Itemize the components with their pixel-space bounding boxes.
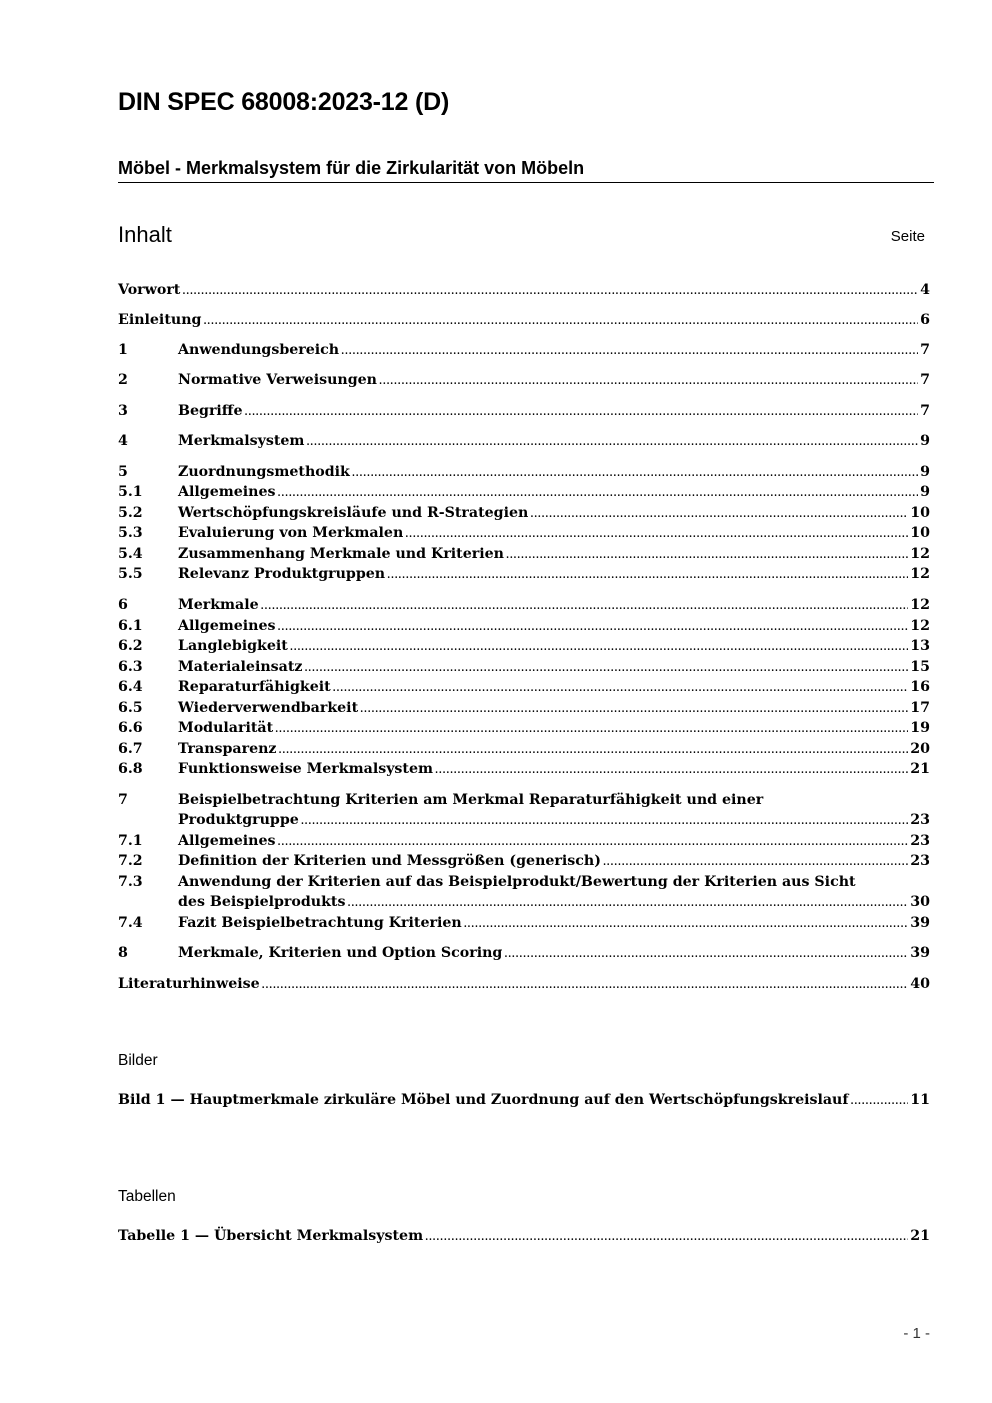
toc-entry-number: 7.2 xyxy=(118,853,143,869)
toc-entry[interactable] xyxy=(118,431,930,453)
toc-entry[interactable] xyxy=(118,636,930,658)
toc-entry[interactable] xyxy=(118,544,930,566)
toc-entry[interactable] xyxy=(118,595,930,617)
toc-entry-number: 4 xyxy=(118,433,128,449)
toc-entry-title: Anwendungsbereich xyxy=(178,342,340,358)
toc-entry-title: Evaluierung von Merkmalen xyxy=(178,525,404,541)
toc-entry-number: 5.1 xyxy=(118,484,143,500)
toc-entry-title: Wiederverwendbarkeit xyxy=(178,700,359,716)
toc-entry-page: 16 xyxy=(910,679,930,695)
toc-entry-page: 20 xyxy=(910,741,930,757)
toc-entry-page: 11 xyxy=(910,1092,930,1108)
toc-entry-title-continued: Produktgruppe xyxy=(178,812,299,828)
toc-entry[interactable] xyxy=(118,370,930,392)
toc-entry-title: Materialeinsatz xyxy=(178,659,303,675)
toc-entry-title: Tabelle 1 — Übersicht Merkmalsystem xyxy=(118,1228,424,1244)
toc-entry-number: 6.3 xyxy=(118,659,143,675)
toc-entry-number: 7.1 xyxy=(118,833,143,849)
toc-entry-number: 3 xyxy=(118,403,128,419)
toc-entry-title: Langlebigkeit xyxy=(178,638,288,654)
toc-entry-page: 9 xyxy=(920,464,930,480)
toc-entry[interactable] xyxy=(118,913,930,935)
toc-entry-number: 5.2 xyxy=(118,505,143,521)
toc-entry[interactable] xyxy=(118,974,930,996)
toc-entry-page: 39 xyxy=(910,945,930,961)
dot-leader xyxy=(333,677,909,699)
toc-entry[interactable] xyxy=(118,340,930,362)
dot-leader xyxy=(506,544,908,566)
toc-entry-title: Literaturhinweise xyxy=(118,976,260,992)
toc-entry[interactable] xyxy=(118,310,930,332)
toc-entry-page: 15 xyxy=(910,659,930,675)
dot-leader xyxy=(352,462,918,484)
dot-leader xyxy=(262,974,909,996)
toc-entry-title: Einleitung xyxy=(118,312,202,328)
dot-leader xyxy=(275,718,908,740)
toc-entry-number: 7.4 xyxy=(118,915,143,931)
figures-heading: Bilder xyxy=(118,1052,158,1069)
toc-entry-page: 9 xyxy=(920,484,930,500)
toc-entry-title: Funktionsweise Merkmalsystem xyxy=(178,761,434,777)
toc-entry[interactable] xyxy=(118,759,930,781)
toc-entry-title: Begriffe xyxy=(178,403,243,419)
toc-entry-page: 7 xyxy=(920,342,930,358)
toc-entry-page: 39 xyxy=(910,915,930,931)
toc-entry-page: 23 xyxy=(910,833,930,849)
toc-entry-title: Reparaturfähigkeit xyxy=(178,679,331,695)
dot-leader xyxy=(306,431,918,453)
toc-entry-title: Zuordnungsmethodik xyxy=(178,464,350,480)
toc-entry-page: 6 xyxy=(920,312,930,328)
toc-entry-page: 12 xyxy=(910,618,930,634)
header-rule xyxy=(118,182,934,183)
toc-entry-title: Transparenz xyxy=(178,741,277,757)
toc-entry-number: 7.3 xyxy=(118,874,143,890)
dot-leader xyxy=(850,1090,908,1112)
toc-entry-page: 21 xyxy=(910,1228,930,1244)
dot-leader xyxy=(387,564,908,586)
toc-entry-page: 7 xyxy=(920,372,930,388)
toc-entry-number: 6.2 xyxy=(118,638,143,654)
toc-entry-number: 1 xyxy=(118,342,128,358)
toc-entry-page: 12 xyxy=(910,597,930,613)
dot-leader xyxy=(341,340,918,362)
toc-entry-number: 5 xyxy=(118,464,128,480)
toc-entry-title: Allgemeines xyxy=(178,833,276,849)
toc-entry[interactable] xyxy=(118,503,930,525)
toc-entry-page: 7 xyxy=(920,403,930,419)
toc-entry[interactable] xyxy=(118,790,930,832)
toc-entry-number: 6.4 xyxy=(118,679,143,695)
toc-entry-page: 10 xyxy=(910,505,930,521)
toc-entry[interactable] xyxy=(118,831,930,853)
toc-entry[interactable] xyxy=(118,401,930,423)
toc-entry-title: Merkmale xyxy=(178,597,259,613)
toc-entry-page: 40 xyxy=(910,976,930,992)
toc-entry[interactable] xyxy=(118,564,930,586)
document-id: DIN SPEC 68008:2023-12 (D) xyxy=(118,88,450,116)
toc-entry[interactable] xyxy=(118,677,930,699)
toc-entry[interactable] xyxy=(118,872,930,914)
dot-leader xyxy=(425,1226,908,1248)
toc-entry-page: 19 xyxy=(910,720,930,736)
toc-entry-title: Fazit Beispielbetrachtung Kriterien xyxy=(178,915,462,931)
dot-leader xyxy=(405,523,908,545)
toc-entry-number: 6 xyxy=(118,597,128,613)
dot-leader xyxy=(603,851,908,873)
toc-entry-page: 12 xyxy=(910,546,930,562)
dot-leader xyxy=(278,739,908,761)
toc-entry-title: Modularität xyxy=(178,720,274,736)
toc-entry-title: Merkmale, Kriterien und Option Scoring xyxy=(178,945,503,961)
toc-entry-number: 6.6 xyxy=(118,720,143,736)
dot-leader xyxy=(290,636,908,658)
dot-leader xyxy=(304,657,908,679)
toc-entry[interactable] xyxy=(118,943,930,965)
toc-entry-number: 6.5 xyxy=(118,700,143,716)
toc-entry-page: 23 xyxy=(910,812,930,828)
toc-entry-page: 23 xyxy=(910,853,930,869)
dot-leader xyxy=(261,595,909,617)
dot-leader xyxy=(301,810,908,832)
toc-entry-title: Merkmalsystem xyxy=(178,433,305,449)
toc-entry-number: 6.8 xyxy=(118,761,143,777)
dot-leader xyxy=(182,280,918,302)
toc-entry[interactable] xyxy=(118,523,930,545)
toc-entry-page: 17 xyxy=(910,700,930,716)
dot-leader xyxy=(278,482,919,504)
toc-entry-title: Allgemeines xyxy=(178,618,276,634)
dot-leader xyxy=(504,943,908,965)
toc-entry[interactable] xyxy=(118,851,930,873)
dot-leader xyxy=(278,831,909,853)
toc-entry-page: 12 xyxy=(910,566,930,582)
toc-entry[interactable] xyxy=(118,739,930,761)
toc-entry-title: Vorwort xyxy=(118,282,181,298)
toc-entry-number: 5.5 xyxy=(118,566,143,582)
toc-entry-page: 30 xyxy=(910,894,930,910)
toc-entry-number: 7 xyxy=(118,792,128,808)
dot-leader xyxy=(244,401,918,423)
toc-entry-title: Zusammenhang Merkmale und Kriterien xyxy=(178,546,504,562)
toc-entry[interactable] xyxy=(118,698,930,720)
toc-figure-entry[interactable] xyxy=(118,1090,930,1112)
toc-entry-title: Allgemeines xyxy=(178,484,276,500)
toc-entry-page: 9 xyxy=(920,433,930,449)
toc-entry-number: 5.4 xyxy=(118,546,143,562)
toc-entry-number: 8 xyxy=(118,945,128,961)
toc-entry-page: 10 xyxy=(910,525,930,541)
toc-entry-title: Bild 1 — Hauptmerkmale zirkuläre Möbel und Zuordnung auf den Wertschöpfungskreislauf xyxy=(118,1092,849,1108)
toc-entry[interactable] xyxy=(118,280,930,302)
toc-entry-page: 4 xyxy=(920,282,930,298)
toc-entry-title: Definition der Kriterien und Messgrößen (generisch) xyxy=(178,853,601,869)
toc-entry[interactable] xyxy=(118,657,930,679)
dot-leader xyxy=(347,892,908,914)
dot-leader xyxy=(435,759,908,781)
toc-table-entry[interactable] xyxy=(118,1226,930,1248)
tables-heading: Tabellen xyxy=(118,1188,176,1205)
toc-entry-title: Beispielbetrachtung Kriterien am Merkmal Reparaturfähigkeit und einer xyxy=(178,792,764,808)
toc-entry-title: Normative Verweisungen xyxy=(178,372,377,388)
toc-entry-title: Relevanz Produktgruppen xyxy=(178,566,386,582)
toc-entry-number: 5.3 xyxy=(118,525,143,541)
page-column-label: Seite xyxy=(890,228,925,245)
toc-entry-page: 21 xyxy=(910,761,930,777)
toc-entry[interactable] xyxy=(118,616,930,638)
document-subtitle: Möbel - Merkmalsystem für die Zirkularität von Möbeln xyxy=(118,158,585,178)
dot-leader xyxy=(203,310,918,332)
dot-leader xyxy=(530,503,908,525)
dot-leader xyxy=(278,616,909,638)
toc-entry-title-continued: des Beispielprodukts xyxy=(178,894,346,910)
page-number: - 1 - xyxy=(903,1325,930,1342)
dot-leader xyxy=(360,698,908,720)
toc-entry-title: Anwendung der Kriterien auf das Beispielprodukt/Bewertung der Kriterien aus Sicht xyxy=(178,874,856,890)
dot-leader xyxy=(379,370,918,392)
toc-entry[interactable] xyxy=(118,482,930,504)
toc-entry-title: Wertschöpfungskreisläufe und R-Strategien xyxy=(178,505,529,521)
toc-heading: Inhalt xyxy=(118,222,172,247)
toc-entry-page: 13 xyxy=(910,638,930,654)
toc-entry[interactable] xyxy=(118,718,930,740)
toc-entry[interactable] xyxy=(118,462,930,484)
dot-leader xyxy=(464,913,909,935)
toc-entry-number: 6.7 xyxy=(118,741,143,757)
toc-entry-number: 2 xyxy=(118,372,128,388)
toc-entry-number: 6.1 xyxy=(118,618,143,634)
